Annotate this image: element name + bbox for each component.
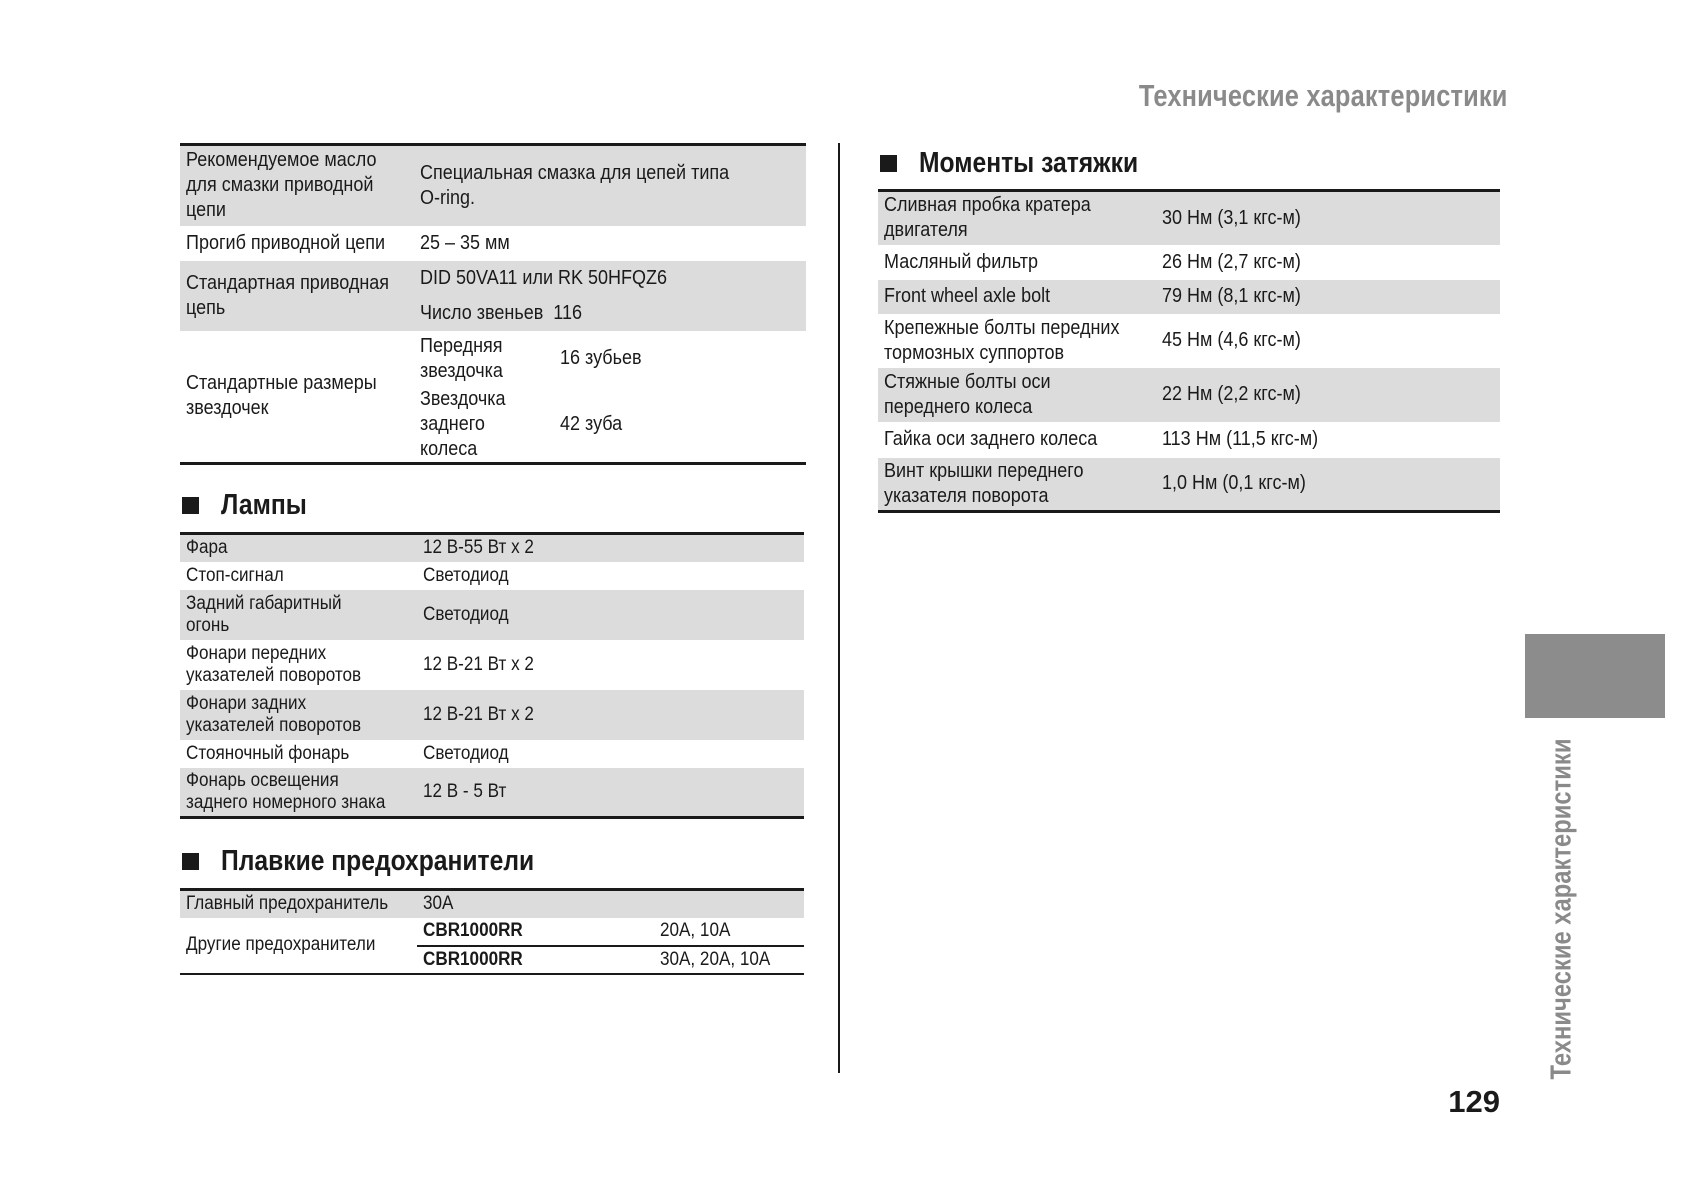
fuses-table xyxy=(180,888,804,975)
lamp-label: Стояночный фонарь xyxy=(186,742,350,764)
chain-spec-table xyxy=(180,143,806,465)
section-bullet-icon xyxy=(182,853,199,870)
front-sprocket-value: 16 зубьев xyxy=(560,347,642,369)
lamp-label: Фонари передних указателей поворотов xyxy=(186,642,362,686)
fuse-model: CBR1000RR xyxy=(423,920,523,941)
table-row xyxy=(878,458,1500,512)
torque-value: 79 Нм (8,1 кгс-м) xyxy=(1162,285,1301,307)
table-row xyxy=(180,740,804,768)
table-row xyxy=(180,768,804,818)
lamp-label: Фонари задних указателей поворотов xyxy=(186,692,362,736)
table-row xyxy=(180,145,806,226)
lamps-table xyxy=(180,532,804,819)
torque-label: Винт крышки переднего указателя поворота xyxy=(884,459,1084,507)
table-row xyxy=(878,280,1500,314)
rear-sprocket-value: 42 зуба xyxy=(560,412,623,435)
row-value: DID 50VA11 или RK 50HFQZ6 xyxy=(420,266,668,289)
torque-label: Стяжные болты оси переднего колеса xyxy=(884,370,1051,418)
lamp-label: Фара xyxy=(186,537,228,559)
section-bullet-icon xyxy=(880,155,897,172)
table-row xyxy=(180,918,804,946)
fuse-value: 20A, 10A xyxy=(660,920,731,941)
lamp-value: 12 В-21 Вт х 2 xyxy=(423,653,534,675)
lamp-value: 12 В-21 Вт х 2 xyxy=(423,703,534,725)
table-row xyxy=(878,245,1500,280)
table-row xyxy=(180,261,806,296)
table-row xyxy=(180,590,804,640)
column-divider xyxy=(838,143,840,1073)
table-row xyxy=(180,534,804,562)
chapter-side-label-text: Технические характеристики xyxy=(1545,738,1578,1080)
row-value: 25 – 35 мм xyxy=(420,231,510,254)
lamp-value: 12 В - 5 Вт xyxy=(423,780,507,802)
table-row xyxy=(180,226,806,261)
table-row xyxy=(180,562,804,590)
lamp-value: Светодиод xyxy=(423,564,509,586)
section-bullet-icon xyxy=(182,497,199,514)
fuse-label: Другие предохранители xyxy=(186,934,376,955)
row-label: Стандартная приводная цепь xyxy=(186,271,390,319)
rear-sprocket-label: Звездочка заднего колеса xyxy=(420,387,506,460)
table-row xyxy=(878,314,1500,368)
chapter-side-label xyxy=(1542,738,1582,1080)
torque-table xyxy=(878,189,1500,513)
torque-heading: Моменты затяжки xyxy=(880,147,1177,180)
fuses-heading: Плавкие предохранители xyxy=(182,845,589,878)
table-row xyxy=(180,890,804,918)
torque-value: 26 Нм (2,7 кгс-м) xyxy=(1162,250,1301,273)
torque-label: Масляный фильтр xyxy=(884,250,1038,273)
fuse-model: CBR1000RR xyxy=(423,948,523,970)
row-label: Рекомендуемое масло для смазки приводной цепи xyxy=(186,149,377,222)
row-label: Прогиб приводной цепи xyxy=(186,231,386,254)
lamp-value: Светодиод xyxy=(423,603,509,625)
row-sub-value: Число звеньев 116 xyxy=(420,301,582,324)
row-value: Специальная смазка для цепей типа O-ring. xyxy=(420,161,730,209)
torque-value: 45 Нм (4,6 кгс-м) xyxy=(1162,329,1301,351)
table-row xyxy=(878,422,1500,458)
torque-value: 1,0 Нм (0,1 кгс-м) xyxy=(1162,472,1306,495)
lamp-label: Стоп-сигнал xyxy=(186,564,284,586)
front-sprocket-label: Передняя звездочка xyxy=(420,334,503,382)
fuse-label: Главный предохранитель xyxy=(186,893,389,915)
table-row xyxy=(180,640,804,690)
torque-value: 22 Нм (2,2 кгс-м) xyxy=(1162,383,1301,405)
lamps-heading: Лампы xyxy=(182,489,322,522)
table-row xyxy=(878,368,1500,422)
table-row xyxy=(180,690,804,740)
torque-value: 30 Нм (3,1 кгс-м) xyxy=(1162,206,1301,229)
lamp-value: Светодиод xyxy=(423,742,509,764)
page-number: 129 xyxy=(1448,1084,1500,1119)
lamp-label: Фонарь освещения заднего номерного знака xyxy=(186,769,386,813)
page-title: Технические характеристики xyxy=(1139,78,1508,113)
lamp-value: 12 В-55 Вт х 2 xyxy=(423,537,534,559)
fuse-value: 30А xyxy=(423,893,454,915)
table-row xyxy=(878,191,1500,245)
chapter-tab xyxy=(1525,634,1665,718)
fuse-value: 30A, 20A, 10A xyxy=(660,948,771,970)
torque-label: Крепежные болты передних тормозных суппортов xyxy=(884,316,1120,364)
table-row xyxy=(180,331,806,387)
row-label: Стандартные размеры звездочек xyxy=(186,372,377,419)
torque-value: 113 Нм (11,5 кгс-м) xyxy=(1162,428,1319,450)
torque-label: Front wheel axle bolt xyxy=(884,285,1051,307)
torque-label: Гайка оси заднего колеса xyxy=(884,428,1098,450)
torque-label: Сливная пробка кратера двигателя xyxy=(884,194,1091,242)
lamp-label: Задний габаритный огонь xyxy=(186,592,342,636)
